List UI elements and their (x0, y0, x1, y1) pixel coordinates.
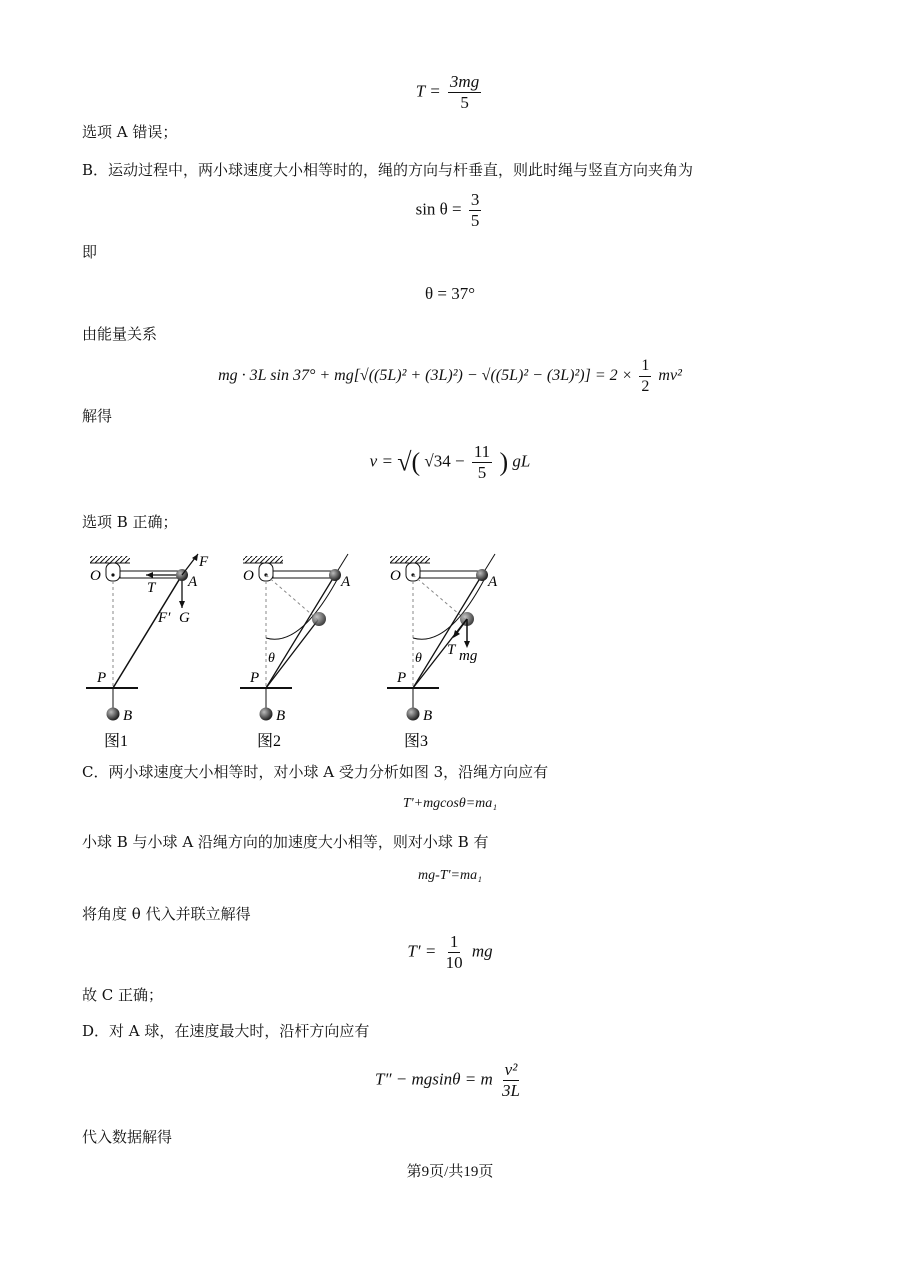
label-A: A (341, 574, 351, 590)
label-P: P (97, 670, 107, 686)
figure-1 (86, 554, 209, 750)
label-B: B (423, 708, 433, 724)
numerator: 11 (473, 442, 491, 461)
label-mg: mg (459, 648, 478, 664)
equation-tension (0, 72, 900, 113)
label-O: O (243, 568, 254, 584)
fraction (448, 72, 481, 113)
text-line: 小球 B 与小球 A 沿绳方向的加速度大小相等，则对小球 B 有 (82, 833, 489, 851)
eq-lhs: T′ = (407, 941, 437, 961)
label-theta: θ (268, 651, 275, 666)
equation-theta: θ = 37° (424, 284, 476, 303)
equation-velocity: v = √( √34 − $\frac{11}{5}$ ) gL (369, 442, 531, 482)
equation-rope-b: mg-T'=ma₁ (418, 868, 482, 883)
eq-lhs: sin θ = (415, 199, 462, 219)
numerator: 3mg (449, 72, 480, 91)
label-F-prime: F′ (158, 610, 171, 626)
eq-rhs: mg (471, 941, 493, 961)
label-B: B (276, 708, 286, 724)
numerator: 3 (470, 190, 480, 209)
label-O: O (390, 568, 401, 584)
denominator: 5 (477, 463, 487, 482)
eq-right: mv² (658, 367, 682, 385)
label-O: O (90, 568, 101, 584)
eq-lhs: v = (369, 451, 393, 471)
label-A: A (188, 574, 198, 590)
equation-rope-a: T'+mgcosθ=ma₁ (402, 796, 498, 811)
denominator: 3L (502, 1081, 520, 1100)
label-P: P (250, 670, 260, 686)
text-line: 代入数据解得 (82, 1128, 173, 1146)
denominator: 10 (445, 953, 463, 972)
fraction (639, 356, 651, 397)
text-line: 选项 B 正确； (82, 513, 178, 531)
text-line: 将角度 θ 代入并联立解得 (82, 905, 251, 923)
eq-lhs: T = (415, 81, 441, 101)
text-line: 选项 A 错误； (82, 123, 178, 141)
label-T: T (447, 642, 456, 658)
eq-body: √34 − (424, 451, 465, 471)
fraction (444, 932, 465, 973)
label-P: P (397, 670, 407, 686)
label-T: T (147, 580, 156, 596)
caption-fig1: 图1 (104, 733, 129, 750)
text-line: D．对 A 球，在速度最大时，沿杆方向应有 (82, 1022, 370, 1040)
denominator: 5 (470, 211, 480, 230)
text-line: 由能量关系 (82, 325, 158, 343)
label-F: F (199, 554, 209, 570)
page-footer: 第9页/共19页 (406, 1164, 494, 1180)
caption-fig2: 图2 (257, 733, 282, 750)
fraction (500, 1060, 522, 1101)
label-A: A (488, 574, 498, 590)
equation-rod-direction (0, 1060, 900, 1101)
equation-energy (0, 356, 900, 397)
caption-fig3: 图3 (404, 733, 429, 750)
text-line: 解得 (82, 407, 113, 425)
fraction (469, 190, 482, 231)
numerator: 1 (449, 932, 459, 951)
figure-3 (387, 554, 498, 750)
numerator: 1 (639, 356, 651, 377)
denominator: 5 (460, 93, 469, 112)
text-line: 即 (82, 243, 98, 261)
label-B: B (123, 708, 133, 724)
eq-tail: gL (512, 451, 531, 471)
label-theta: θ (415, 651, 422, 666)
figure-diagrams (0, 548, 900, 758)
label-G: G (179, 610, 190, 626)
text-line: 故 C 正确； (82, 986, 164, 1004)
equation-tension-prime (0, 932, 900, 973)
figure-2 (240, 554, 351, 750)
text-line: C．两小球速度大小相等时，对小球 A 受力分析如图 3，沿绳方向应有 (82, 763, 549, 781)
equation-sin-theta (0, 190, 900, 231)
text-line: B．运动过程中，两小球速度大小相等时的，绳的方向与杆垂直，则此时绳与竖直方向夹角为 (82, 161, 694, 179)
eq-lhs: T″ − mgsinθ = m (375, 1069, 493, 1089)
denominator: 2 (641, 378, 650, 395)
fraction (472, 442, 492, 483)
numerator: v² (504, 1060, 518, 1079)
eq-left: mg · 3L sin 37° + mg[√((5L)² + (3L)²) − √((5L)² − (3L)²)] = 2 × (218, 367, 633, 385)
